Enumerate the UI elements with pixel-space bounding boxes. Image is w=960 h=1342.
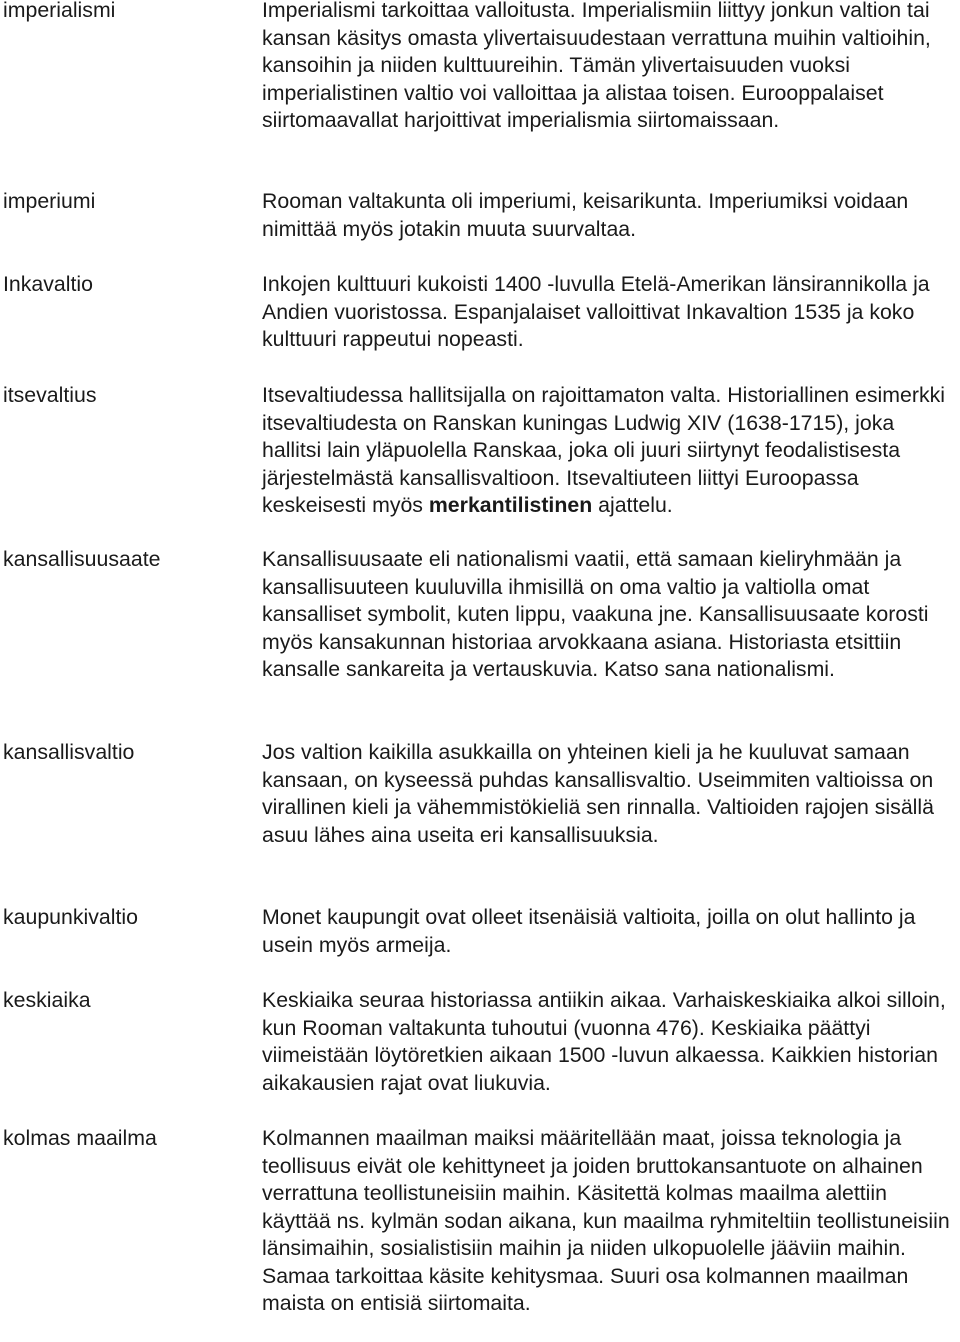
definition-itsevaltius-text-end: ajattelu.	[592, 493, 673, 517]
definition-itsevaltius-text: Itsevaltiudessa hallitsijalla on rajoittamaton valta. Historiallinen esimerkki itsevaltiudesta on Ranskan kuningas Ludwig XIV (1638-1715), joka hallitsi lain yläpuolella Ranskaa, joka oli juuri siirtynyt feodalistisesta järjestelmästä kansallisvaltioon. Itsevaltiuteen liittyi Euroopassa keskeisesti myös	[262, 383, 945, 517]
definition-inkavaltio: Inkojen kulttuuri kukoisti 1400 -luvulla Etelä-Amerikan länsirannikolla ja Andien vuoristossa. Espanjalaiset valloittivat Inkavaltion 1535 ja koko kulttuuri rappeutui nopeasti.	[262, 272, 930, 351]
term-kolmas-maailma: kolmas maailma	[3, 1126, 157, 1150]
definition-kansallisuusaate: Kansallisuusaate eli nationalismi vaatii, että samaan kieliryhmään ja kansallisuuteen kuuluvilla ihmisillä on oma valtio ja valtiolla omat kansalliset symbolit, kuten lippu, vaakuna jne. Kansallisuusaate korosti myös kansakunnan historiaa arvokkaana asiana. Historiasta etsittiin kansalle sankareita ja vertauskuvia. Katso sana nationalismi.	[262, 547, 929, 681]
definition-kansallisvaltio: Jos valtion kaikilla asukkailla on yhteinen kieli ja he kuuluvat samaan kansaan, on kyseessä puhdas kansallisvaltio. Useimmiten valtioissa on virallinen kieli ja vähemmistökieliä sen rinnalla. Valtioiden rajojen sisällä asuu lähes aina useita eri kansallisuuksia.	[262, 740, 934, 847]
definition-imperialismi: Imperialismi tarkoittaa valloitusta. Imperialismiin liittyy jonkun valtion tai kansan käsitys omasta ylivertaisuudestaan verrattuna muihin valtioihin, kansoihin ja niiden kulttuureihin. Tämän ylivertaisuuden vuoksi imperialistinen valtio voi valloittaa ja alistaa toisen. Eurooppalaiset siirtomaavallat harjoittivat imperialismia siirtomaissaan.	[262, 0, 931, 132]
term-kaupunkivaltio: kaupunkivaltio	[3, 905, 138, 929]
definition-kolmas-maailma: Kolmannen maailman maiksi määritellään maat, joissa teknologia ja teollisuus eivät ole kehittyneet ja joiden bruttokansantuote on alhainen verrattuna teollistuneisiin maihin. Käsitettä kolmas maailma alettiin käyttää ns. kylmän sodan aikana, kun maailma ryhmiteltiin teollistuneisiin länsimaihin, sosialistisiin maihin ja niiden ulkopuolelle jääviin maihin. Samaa tarkoittaa käsite kehitysmaa. Suuri osa kolmannen maailman maista on entisiä siirtomaita.	[262, 1126, 950, 1315]
term-kansallisuusaate: kansallisuusaate	[3, 547, 161, 571]
definition-imperiumi: Rooman valtakunta oli imperiumi, keisarikunta. Imperiumiksi voidaan nimittää myös jotakin muuta suurvaltaa.	[262, 189, 909, 241]
term-imperiumi: imperiumi	[3, 189, 96, 213]
definition-itsevaltius-bold-term: merkantilistinen	[428, 493, 593, 517]
definition-keskiaika: Keskiaika seuraa historiassa antiikin aikaa. Varhaiskeskiaika alkoi silloin, kun Rooman valtakunta tuhoutui (vuonna 476). Keskiaika päättyi viimeistään löytöretkien aikaan 1500 -luvun alkaessa. Kaikkien historian aikakausien rajat ovat liukuvia.	[262, 988, 946, 1095]
term-imperialismi: imperialismi	[3, 0, 116, 22]
definition-itsevaltius	[262, 382, 957, 520]
definition-kaupunkivaltio: Monet kaupungit ovat olleet itsenäisiä valtioita, joilla on olut hallinto ja usein myös armeija.	[262, 905, 916, 957]
term-inkavaltio: Inkavaltio	[3, 272, 93, 296]
term-keskiaika: keskiaika	[3, 988, 91, 1012]
term-itsevaltius: itsevaltius	[3, 383, 97, 407]
term-kansallisvaltio: kansallisvaltio	[3, 740, 135, 764]
